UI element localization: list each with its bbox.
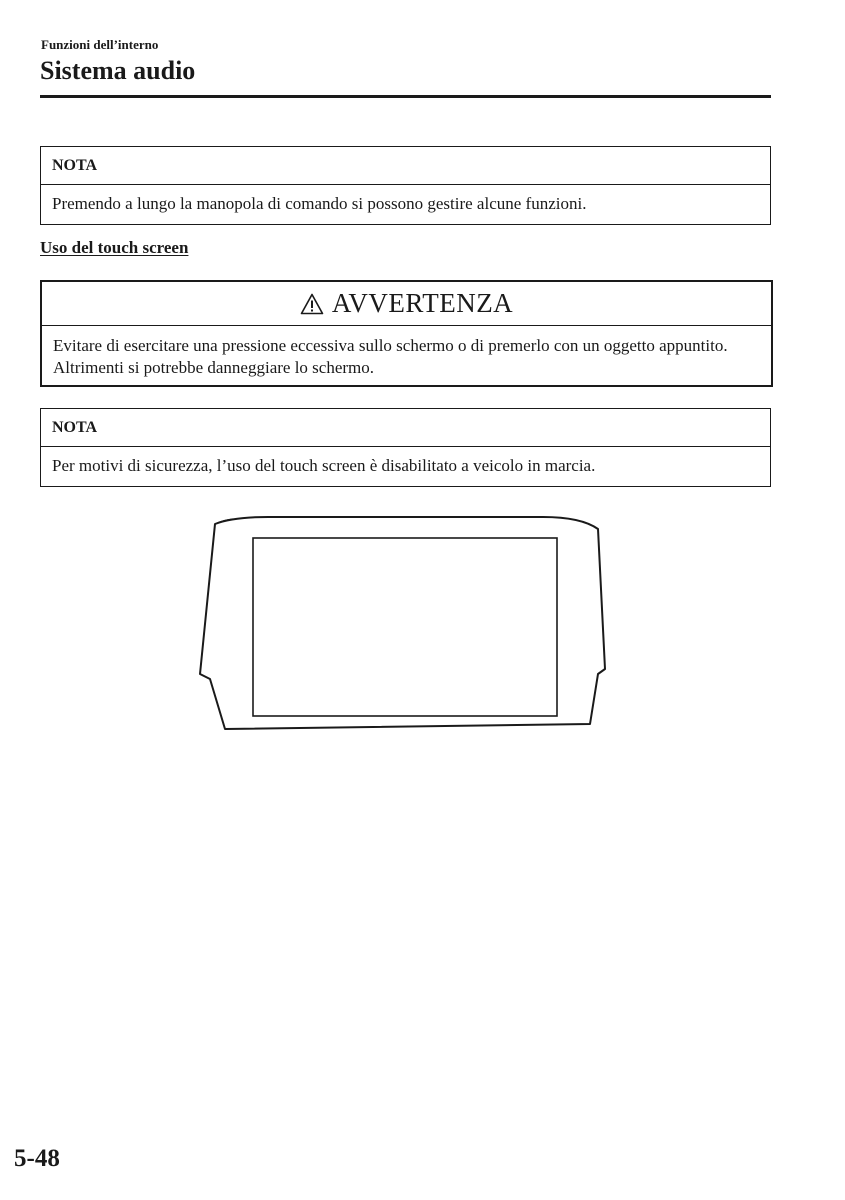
display-housing — [200, 517, 605, 729]
display-screen — [253, 538, 557, 716]
page-number: 5-48 — [14, 1145, 60, 1172]
warning-triangle-icon — [300, 293, 324, 315]
warning-box — [40, 280, 773, 387]
section-label: Funzioni dell’interno — [41, 37, 159, 52]
note-text: Per motivi di sicurezza, l’uso del touch screen è disabilitato a veicolo in marcia. — [52, 456, 596, 475]
warning-header — [42, 282, 771, 326]
subheading-touch-screen: Uso del touch screen — [40, 238, 189, 257]
note-text: Premendo a lungo la manopola di comando si possono gestire alcune funzioni. — [52, 194, 587, 213]
note-label: NOTA — [41, 147, 770, 185]
touch-screen-display-illustration — [198, 514, 614, 737]
page-title: Sistema audio — [40, 56, 196, 85]
warning-text: Evitare di esercitare una pressione eccessiva sullo schermo o di premerlo con un oggetto appuntito. Altrimenti si potrebbe danneggiare lo schermo. — [53, 336, 728, 377]
warning-label: AVVERTENZA — [331, 288, 514, 318]
title-rule — [40, 95, 771, 98]
note-box-1 — [40, 146, 771, 225]
note-box-2 — [40, 408, 771, 487]
note-label: NOTA — [41, 409, 770, 447]
